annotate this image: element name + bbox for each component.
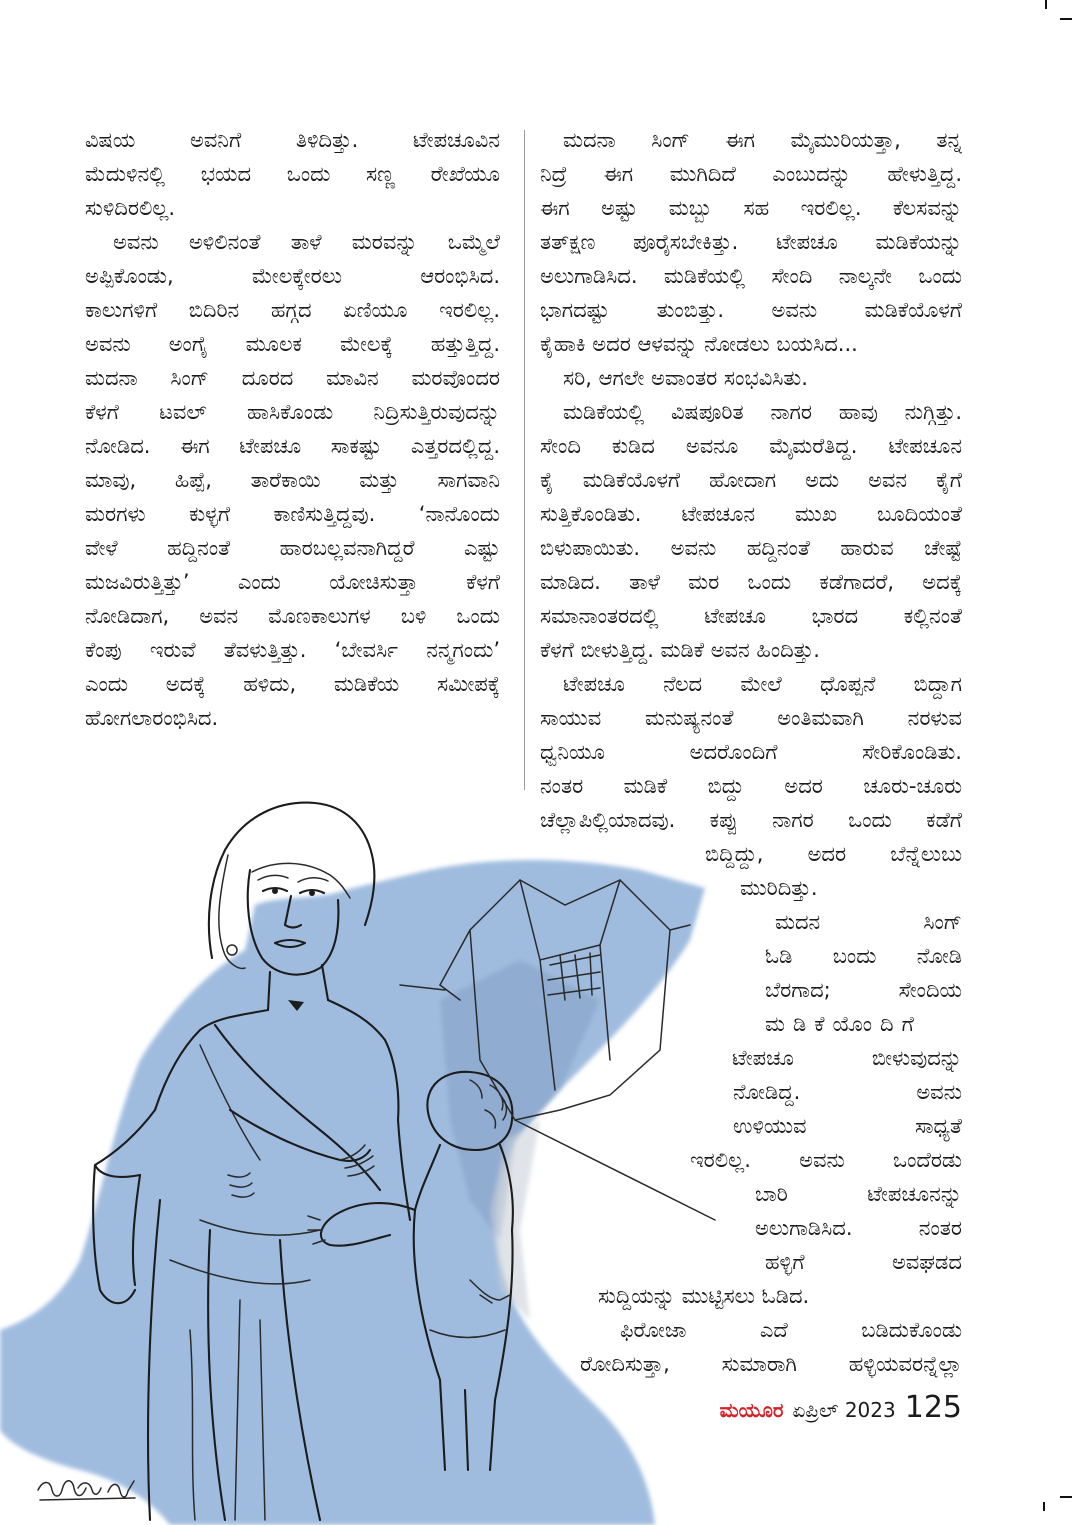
right-column-line: ಸಾಯುವ ಮನುಷ್ಯನಂತೆ ಅಂತಿಮವಾಗಿ ನರಳುವ	[540, 706, 962, 730]
right-column-line: ಬಾರಿ ಟೇಪಚೂನನ್ನು	[755, 1182, 962, 1206]
right-column-line: ಕೆಳಗೆ ಬೀಳುತ್ತಿದ್ದ. ಮಡಿಕೆ ಅವನ ಹಿಂದಿತ್ತು.	[540, 638, 820, 662]
right-column-line: ಮುರಿದಿತ್ತು.	[740, 876, 818, 900]
right-column-line: ನಿದ್ರೆ ಈಗ ಮುಗಿದಿದೆ ಎಂಬುದನ್ನು ಹೇಳುತ್ತಿದ್ದ.	[540, 162, 962, 186]
right-column-line: ತತ್‌ಕ್ಷಣ ಪೂರೈಸಬೇಕಿತ್ತು. ಟೇಪಚೂ ಮಡಿಕೆಯನ್ನು	[540, 230, 962, 254]
right-column-line: ಚೆಲ್ಲಾಪಿಲ್ಲಿಯಾದವು. ಕಪ್ಪು ನಾಗರ ಒಂದು ಕಡೆಗೆ	[540, 808, 962, 832]
left-column-line: ಅಪ್ಪಿಕೊಂಡು, ಮೇಲಕ್ಕೇರಲು ಆರಂಭಿಸಿದ.	[85, 264, 500, 288]
right-column-line: ಸಮಾನಾಂತರದಲ್ಲಿ ಟೇಪಚೂ ಭಾರದ ಕಲ್ಲಿನಂತೆ	[540, 604, 962, 628]
left-column-line: ಹೋಗಲಾರಂಭಿಸಿದ.	[85, 706, 219, 730]
column-divider	[524, 130, 525, 790]
left-column-line: ಕಾಲುಗಳಿಗೆ ಬಿದಿರಿನ ಹಗ್ಗದ ಏಣಿಯೂ ಇರಲಿಲ್ಲ.	[85, 298, 500, 322]
left-column-line: ಮಾವು, ಹಿಪ್ಪೆ, ತಾರೆಕಾಯಿ ಮತ್ತು ಸಾಗವಾನಿ	[85, 468, 500, 492]
right-column-line: ಬಿಳುಪಾಯಿತು. ಅವನು ಹದ್ದಿನಂತೆ ಹಾರುವ ಚೇಷ್ಟೆ	[540, 536, 962, 560]
left-column-line: ಎಂದು ಅದಕ್ಕೆ ಹಳಿದು, ಮಡಿಕೆಯ ಸಮೀಪಕ್ಕೆ	[85, 672, 500, 696]
right-column-line: ನಂತರ ಮಡಿಕೆ ಬಿದ್ದು ಅದರ ಚೂರು-ಚೂರು	[540, 774, 962, 798]
right-column-line: ಓಡಿ ಬಂದು ನೋಡಿ	[765, 944, 962, 968]
right-column-line: ಸುದ್ದಿಯನ್ನು ಮುಟ್ಟಿಸಲು ಓಡಿದ.	[598, 1284, 810, 1308]
crop-mark	[1045, 0, 1047, 9]
right-column-line: ಕೈಹಾಕಿ ಅದರ ಆಳವನ್ನು ನೋಡಲು ಬಯಸಿದ...	[540, 332, 858, 356]
left-column-line: ಸುಳಿದಿರಲಿಲ್ಲ.	[85, 196, 176, 220]
page-footer	[720, 1390, 962, 1430]
left-column-line: ನೋಡಿದಾಗ, ಅವನ ಮೊಣಕಾಲುಗಳ ಬಳಿ ಒಂದು	[85, 604, 500, 628]
right-column-line: ಕೈ ಮಡಿಕೆಯೊಳಗೆ ಹೋದಾಗ ಅದು ಅವನ ಕೈಗೆ	[540, 468, 962, 492]
right-column-line: ಭಾಗದಷ್ಟು ತುಂಬಿತ್ತು. ಅವನು ಮಡಿಕೆಯೊಳಗೆ	[540, 298, 962, 322]
left-column-line: ಮಜವಿರುತ್ತಿತ್ತು’ ಎಂದು ಯೋಚಿಸುತ್ತಾ ಕೆಳಗೆ	[85, 570, 500, 594]
right-column-line: ಧ್ವನಿಯೂ ಅದರೊಂದಿಗೆ ಸೇರಿಕೊಂಡಿತು.	[540, 740, 962, 764]
right-column-line: ರೋದಿಸುತ್ತಾ, ಸುಮಾರಾಗಿ ಹಳ್ಳಿಯವರನ್ನೆಲ್ಲಾ	[580, 1352, 962, 1376]
left-column-line: ಮರಗಳು ಕುಳ್ಳಗೆ ಕಾಣಿಸುತ್ತಿದ್ದವು. ‘ನಾನೊಂದು	[85, 502, 500, 526]
right-column-line: ಫಿರೋಜಾ ಎದೆ ಬಡಿದುಕೊಂಡು	[620, 1318, 962, 1342]
crop-mark	[1043, 1502, 1045, 1511]
crop-mark	[1060, 18, 1072, 20]
left-column-line: ಮೆದುಳಿನಲ್ಲಿ ಭಯದ ಒಂದು ಸಣ್ಣ ರೇಖೆಯೂ	[85, 162, 500, 186]
right-column-line: ಮದನಾ ಸಿಂಗ್ ಈಗ ಮೈಮುರಿಯತ್ತಾ, ತನ್ನ	[563, 128, 962, 152]
page-number: 125	[904, 1390, 962, 1425]
right-column-line: ಉಳಿಯುವ ಸಾಧ್ಯತೆ	[733, 1114, 962, 1138]
right-column-line: ಬಿದ್ದಿದ್ದು, ಅದರ ಬೆನ್ನೆಲುಬು	[705, 842, 962, 866]
left-column-line: ಕೆಂಪು ಇರುವೆ ತೆವಳುತ್ತಿತ್ತು. ‘ಬೇವರ್ಸಿ ನನ್ಮಗಂದು’	[85, 638, 500, 662]
right-column-line: ಮಡಿಕೆಯೊಂದಿಗೆ	[765, 1012, 922, 1036]
right-column-line: ನೋಡಿದ್ದ. ಅವನು	[733, 1080, 962, 1104]
right-column-line: ಅಲುಗಾಡಿಸಿದ. ಮಡಿಕೆಯಲ್ಲಿ ಸೇಂದಿ ನಾಲ್ಕನೇ ಒಂದು	[540, 264, 962, 288]
right-column-line: ಈಗ ಅಷ್ಟು ಮಬ್ಬು ಸಹ ಇರಲಿಲ್ಲ. ಕೆಲಸವನ್ನು	[540, 196, 962, 220]
illustration-woman-with-child	[0, 780, 720, 1525]
right-column-line: ಅಲುಗಾಡಿಸಿದ. ನಂತರ	[755, 1216, 962, 1240]
left-column-line: ಕೆಳಗೆ ಟವಲ್ ಹಾಸಿಕೊಂಡು ನಿದ್ರಿಸುತ್ತಿರುವುದನ್ನು	[85, 400, 500, 424]
right-column-line: ಮಡಿಕೆಯಲ್ಲಿ ವಿಷಪೂರಿತ ನಾಗರ ಹಾವು ನುಗ್ಗಿತ್ತು.	[563, 400, 962, 424]
right-column-line: ಸುತ್ತಿಕೊಂಡಿತು. ಟೇಪಚೂನ ಮುಖ ಬೂದಿಯಂತೆ	[540, 502, 962, 526]
left-column-line: ಅವನು ಅಳಿಲಿನಂತೆ ತಾಳೆ ಮರವನ್ನು ಒಮ್ಮೆಲೆ	[113, 230, 500, 254]
crop-mark	[1060, 1496, 1072, 1498]
right-column-line: ಸೇಂದಿ ಕುಡಿದ ಅವನೂ ಮೈಮರೆತಿದ್ದ. ಟೇಪಚೂನ	[540, 434, 962, 458]
magazine-logo: ಮಯೂರ	[719, 1398, 784, 1422]
left-column-line: ವೇಳೆ ಹದ್ದಿನಂತೆ ಹಾರಬಲ್ಲವನಾಗಿದ್ದರೆ ಎಷ್ಟು	[85, 536, 500, 560]
left-column-line: ವಿಷಯ ಅವನಿಗೆ ತಿಳಿದಿತ್ತು. ಟೇಪಚೂವಿನ	[85, 128, 500, 152]
right-column-line: ಬೆರಗಾದ; ಸೇಂದಿಯ	[765, 978, 962, 1002]
left-column-line: ನೋಡಿದ. ಈಗ ಟೇಪಚೂ ಸಾಕಷ್ಟು ಎತ್ತರದಲ್ಲಿದ್ದ.	[85, 434, 500, 458]
right-column-line: ಹಳ್ಳಿಗೆ ಅವಘಡದ	[765, 1250, 962, 1274]
left-column-line: ಮದನಾ ಸಿಂಗ್ ದೂರದ ಮಾವಿನ ಮರವೊಂದರ	[85, 366, 500, 390]
right-column-line: ಸರಿ, ಆಗಲೇ ಅವಾಂತರ ಸಂಭವಿಸಿತು.	[563, 366, 808, 390]
right-column-line: ಟೇಪಚೂ ನೆಲದ ಮೇಲೆ ಧೊಪ್ಪನೆ ಬಿದ್ದಾಗ	[563, 672, 962, 696]
right-column-line: ಟೇಪಚೂ ಬೀಳುವುದನ್ನು	[732, 1046, 962, 1070]
right-column-line: ಇರಲಿಲ್ಲ. ಅವನು ಒಂದೆರಡು	[690, 1148, 962, 1172]
issue-date: ಏಪ್ರಿಲ್ 2023	[792, 1398, 896, 1422]
blue-wash	[0, 860, 705, 1525]
right-column-line: ಮದನ ಸಿಂಗ್	[775, 910, 962, 934]
right-column-line: ಮಾಡಿದ. ತಾಳೆ ಮರ ಒಂದು ಕಡೆಗಾದರೆ, ಅದಕ್ಕೆ	[540, 570, 962, 594]
left-column-line: ಅವನು ಅಂಗೈ ಮೂಲಕ ಮೇಲಕ್ಕೆ ಹತ್ತುತ್ತಿದ್ದ.	[85, 332, 500, 356]
